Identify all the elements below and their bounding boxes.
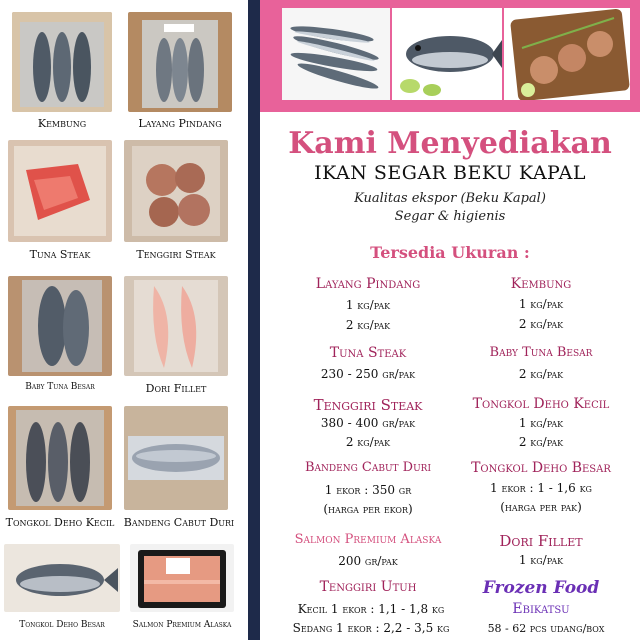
- dori-fillet-photo: [124, 276, 228, 376]
- caption-baby-tuna-besar: Baby Tuna Besar: [25, 382, 95, 392]
- product-line: Kecil 1 ekor : 1,1 - 1,8 kg: [297, 602, 445, 616]
- product-line: 1 kg/pak: [518, 553, 564, 567]
- layang-pindang-photo: [128, 12, 232, 112]
- product-line: 2 kg/pak: [345, 318, 391, 332]
- product-name-bandeng-cabut-duri: Bandeng Cabut Duri: [304, 460, 432, 475]
- caption-salmon-premium-alaska: Salmon Premium Alaska: [132, 620, 232, 630]
- tuna-steak-photo: [8, 140, 112, 242]
- banner-photo-sliced-fish: [504, 8, 630, 100]
- product-name-ebikatsu: Ebikatsu: [512, 601, 570, 617]
- navy-divider: [248, 0, 260, 640]
- kembung-photo: [12, 12, 112, 112]
- caption-tongkol-deho-kecil: Tongkol Deho Kecil: [5, 516, 115, 529]
- product-line: (harga per ekor): [323, 502, 413, 516]
- tenggiri-steak-photo: [124, 140, 228, 242]
- info-panel: [260, 0, 640, 640]
- caption-dori-fillet: Dori Fillet: [145, 382, 207, 395]
- product-line: 2 kg/pak: [518, 367, 564, 381]
- caption-tenggiri-steak: Tenggiri Steak: [136, 248, 216, 261]
- product-line: 200 gr/pak: [338, 554, 398, 568]
- caption-bandeng-cabut-duri: Bandeng Cabut Duri: [123, 516, 235, 529]
- subtitle: IKAN SEGAR BEKU KAPAL: [314, 162, 586, 184]
- banner-photo-tuna: [392, 8, 502, 100]
- tongkol-deho-besar-photo: [4, 544, 120, 612]
- quality-line-2: Segar & higienis: [394, 209, 506, 224]
- product-line: 58 - 62 pcs udang/box: [487, 622, 605, 635]
- product-name-baby-tuna-besar: Baby Tuna Besar: [489, 345, 593, 360]
- product-name-tenggiri-steak: Tenggiri Steak: [313, 396, 423, 414]
- product-line: 2 kg/pak: [345, 435, 391, 449]
- product-name-salmon-premium-alaska: Salmon Premium Alaska: [294, 532, 442, 547]
- product-line: 230 - 250 gr/pak: [320, 367, 416, 381]
- product-line: 2 kg/pak: [518, 435, 564, 449]
- tongkol-deho-kecil-photo: [8, 406, 112, 510]
- bandeng-cabut-duri-photo: [124, 406, 228, 510]
- product-line: (harga per pak): [500, 500, 582, 514]
- product-photo-grid: [0, 0, 248, 640]
- product-line: 1 kg/pak: [345, 298, 391, 312]
- product-line: 1 ekor : 1 - 1,6 kg: [490, 481, 592, 495]
- product-name-layang-pindang: Layang Pindang: [315, 276, 421, 292]
- frozen-food-label: Frozen Food: [482, 578, 600, 598]
- salmon-premium-alaska-photo: [130, 544, 234, 612]
- product-name-tongkol-deho-kecil: Tongkol Deho Kecil: [472, 396, 610, 412]
- product-line: 380 - 400 gr/pak: [320, 416, 416, 430]
- baby-tuna-besar-photo: [8, 276, 112, 376]
- caption-layang-pindang: Layang Pindang: [138, 117, 222, 130]
- caption-tongkol-deho-besar: Tongkol Deho Besar: [19, 620, 105, 630]
- available-heading: Tersedia Ukuran :: [370, 243, 530, 262]
- caption-kembung: Kembung: [37, 117, 87, 130]
- product-line: Sedang 1 ekor : 2,2 - 3,5 kg: [292, 621, 450, 635]
- product-line: 2 kg/pak: [518, 317, 564, 331]
- product-line: 1 ekor : 350 gr: [324, 483, 412, 497]
- main-title: Kami Menyediakan: [288, 126, 612, 161]
- product-line: 1 kg/pak: [518, 297, 564, 311]
- product-name-tenggiri-utuh: Tenggiri Utuh: [319, 579, 417, 595]
- product-name-dori-fillet: Dori Fillet: [499, 532, 583, 550]
- caption-tuna-steak: Tuna Steak: [29, 248, 91, 261]
- product-line: 1 kg/pak: [518, 416, 564, 430]
- product-name-kembung: Kembung: [510, 276, 572, 292]
- banner-photo-mackerel: [282, 8, 390, 100]
- pink-banner: [260, 0, 640, 112]
- quality-line-1: Kualitas ekspor (Beku Kapal): [354, 191, 546, 206]
- product-name-tongkol-deho-besar: Tongkol Deho Besar: [471, 460, 611, 476]
- product-name-tuna-steak: Tuna Steak: [329, 345, 407, 361]
